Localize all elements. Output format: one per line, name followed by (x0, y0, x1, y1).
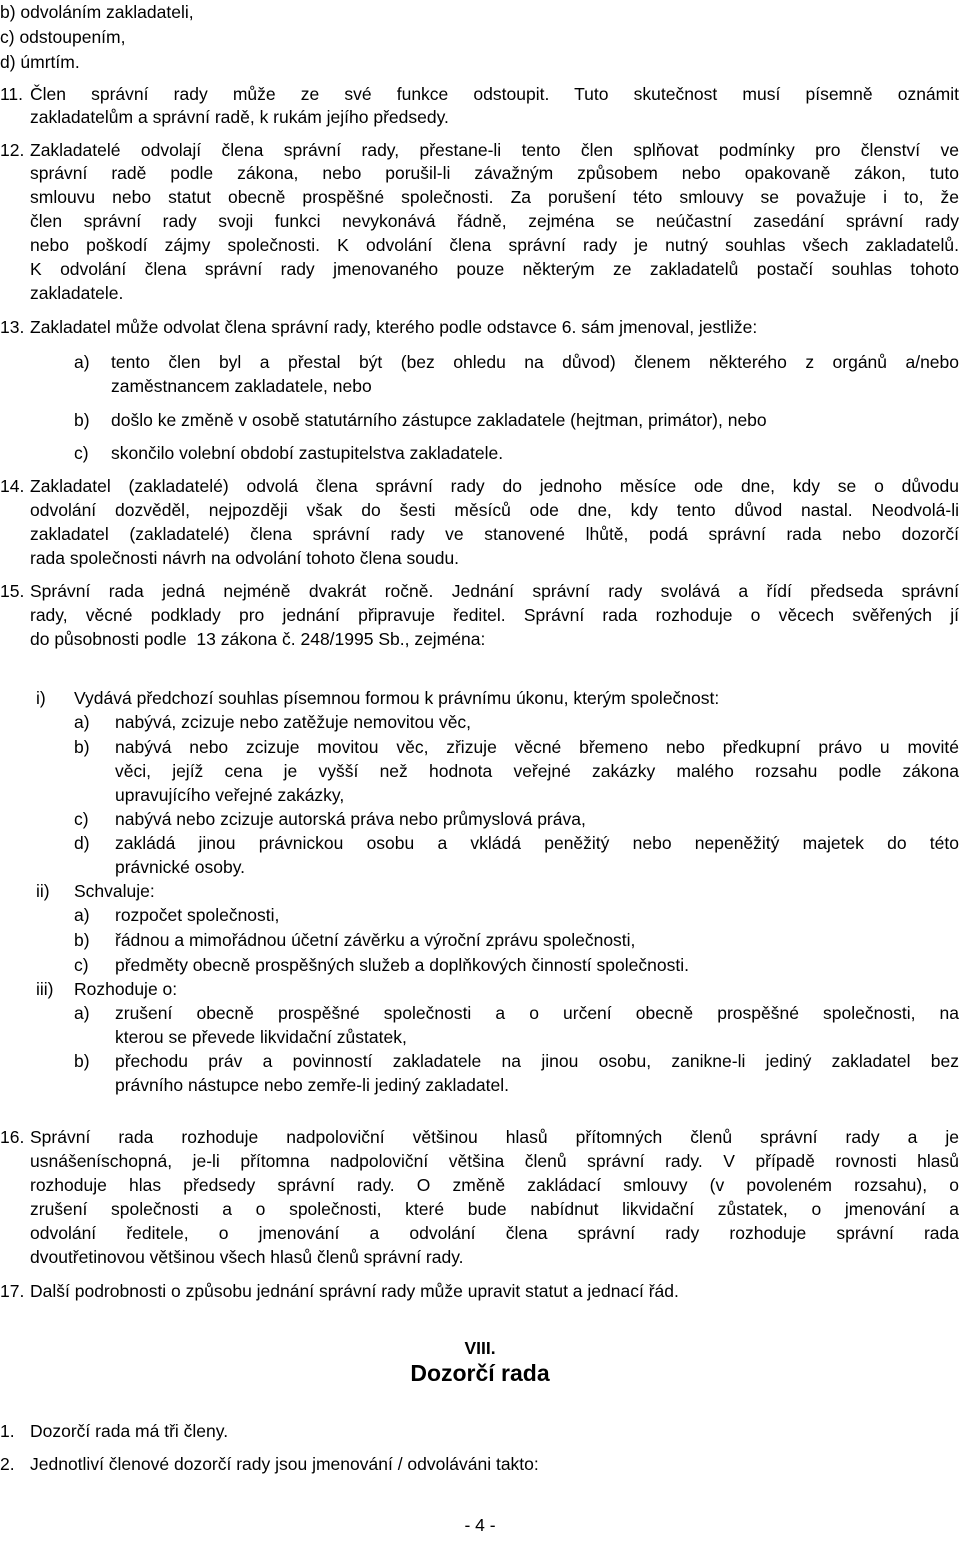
paragraph-line: Další podrobnosti o způsobu jednání správní rady může upravit statut a jednací řád. (30, 1281, 679, 1301)
list-item: b) odvoláním zakladateli, (0, 2, 194, 22)
paragraph-line: Správní rada rozhoduje nadpoloviční většinou hlasů přítomných členů správní rady a je (30, 1127, 959, 1147)
page-number: - 4 - (464, 1515, 496, 1535)
paragraph-line: Zakladatel (zakladatelé) odvolá člena správní rady do jednoho měsíce ode dne, kdy se o důvodu (30, 476, 959, 496)
list-item-line: předměty obecně prospěšných služeb a doplňkových činností společnosti. (115, 955, 689, 975)
paragraph-line: zakladatelům a správní radě, k rukám jejího předsedy. (30, 107, 449, 127)
paragraph-line: rada společnosti návrh na odvolání tohoto člena soudu. (30, 548, 460, 568)
list-item-line: došlo ke změně v osobě statutárního zástupce zakladatele (hejtman, primátor), nebo (111, 410, 767, 430)
list-label: c) (74, 955, 89, 975)
list-item-line: věci, jejíž cena je vyšší než hodnota veřejné zakázky malého rozsahu podle zákona (115, 761, 959, 781)
list-label: c) (74, 809, 89, 829)
list-label: d) (74, 833, 90, 853)
roman-label: iii) (36, 979, 54, 999)
paragraph-number: 12. (0, 140, 25, 160)
paragraph-line: Jednotliví členové dozorčí rady jsou jmenování / odvoláváni takto: (30, 1454, 539, 1474)
section-title: Dozorčí rada (410, 1360, 550, 1386)
paragraph-line: do působnosti podle 13 zákona č. 248/1995 Sb., zejména: (30, 629, 486, 649)
paragraph-line: správní radě podle zákona, nebo porušil-li závažným způsobem nebo opakovaně zákon, tuto (30, 163, 959, 183)
paragraph-line: Dozorčí rada má tři členy. (30, 1421, 229, 1441)
paragraph-line: zakladatel (zakladatelé) člena správní rady ve stanovené lhůtě, podá správní rada nebo dozorčí (30, 524, 959, 544)
paragraph-line: Člen správní rady může ze své funkce odstoupit. Tuto skutečnost musí písemně oznámit (30, 84, 959, 104)
roman-label: i) (36, 688, 46, 708)
paragraph-number: 1. (0, 1421, 15, 1441)
list-item-line: skončilo volební období zastupitelstva zakladatele. (111, 443, 504, 463)
list-item-line: nabývá nebo zcizuje autorská práva nebo průmyslová práva, (115, 809, 586, 829)
list-label: a) (74, 712, 90, 732)
paragraph-line: člen správní rady svoji funkci nevykonává řádně, zejména se neúčastní zasedání správní rady (30, 211, 959, 231)
paragraph-line: zakladatele. (30, 283, 124, 303)
list-item-line: kterou se převede likvidační zůstatek, (115, 1027, 407, 1047)
paragraph-number: 14. (0, 476, 25, 496)
paragraph-line: zrušení společnosti a o společnosti, které bude nabídnut likvidační zůstatek, o jmenování a (30, 1199, 959, 1219)
list-item-line: přechodu práv a povinností zakladatele na jinou osobu, zanikne-li jediný zakladatel bez (115, 1051, 959, 1071)
list-label: b) (74, 410, 90, 430)
list-item-line: nabývá, zcizuje nebo zatěžuje nemovitou věc, (115, 712, 472, 732)
roman-item-text: Rozhoduje o: (74, 979, 178, 999)
list-item-line: zrušení obecně prospěšné společnosti a o určení obecně prospěšné společnosti, na (115, 1003, 959, 1023)
list-label: a) (74, 1003, 90, 1023)
list-item-line: zaměstnancem zakladatele, nebo (111, 376, 372, 396)
roman-item-text: Vydává předchozí souhlas písemnou formou k právnímu úkonu, kterým společnost: (74, 688, 720, 708)
roman-item-text: Schvaluje: (74, 881, 155, 901)
paragraph-line: Zakladatelé odvolají člena správní rady, přestane-li tento člen splňovat podmínky pro členství ve (30, 140, 959, 160)
list-item-line: právnické osoby. (115, 857, 246, 877)
paragraph-line: rady, věcné podklady pro jednání připravuje ředitel. Správní rada rozhoduje o věcech svěřených jí (30, 605, 959, 625)
paragraph-line: K odvolání člena správní rady jmenovaného pouze některým ze zakladatelů postačí souhlas tohoto (30, 259, 959, 279)
list-item-line: řádnou a mimořádnou účetní závěrku a výroční zprávu společnosti, (115, 930, 636, 950)
paragraph-number: 16. (0, 1127, 25, 1147)
paragraph-number: 17. (0, 1281, 25, 1301)
paragraph-number: 2. (0, 1454, 15, 1474)
paragraph-line: rozhoduje hlas předsedy správní rady. O změně zakládací smlouvy (v povoleném rozsahu), o (30, 1175, 959, 1195)
section-number: VIII. (464, 1338, 496, 1358)
paragraph-line: Správní rada jedná nejméně dvakrát ročně. Jednání správní rady svolává a řídí předseda správní (30, 581, 959, 601)
paragraph-number: 15. (0, 581, 25, 601)
paragraph-line: dvoutřetinovou většinou všech hlasů členů správní rady. (30, 1247, 464, 1267)
roman-label: ii) (36, 881, 50, 901)
paragraph-line: nebo poškodí zájmy společnosti. K odvolání člena správní rady je nutný souhlas všech zakladatelů. (30, 235, 959, 255)
list-item-line: tento člen byl a přestal být (bez ohledu na důvod) členem některého z orgánů a/nebo (111, 352, 959, 372)
list-item-line: upravujícího veřejné zakázky, (115, 785, 345, 805)
paragraph-number: 11. (0, 84, 24, 104)
list-item-line: rozpočet společnosti, (115, 905, 280, 925)
list-item-line: zakládá jinou právnickou osobu a vkládá peněžitý nebo nepeněžitý majetek do této (115, 833, 959, 853)
list-label: b) (74, 737, 90, 757)
list-label: b) (74, 1051, 90, 1071)
paragraph-line: odvolání dozvěděl, nejpozději však do šesti měsíců ode dne, kdy tento důvod nastal. Neodvolá-li (30, 500, 959, 520)
paragraph-number: 13. (0, 317, 25, 337)
paragraph-line: Zakladatel může odvolat člena správní rady, kterého podle odstavce 6. sám jmenoval, jestliže: (30, 317, 758, 337)
list-label: a) (74, 905, 90, 925)
list-item: c) odstoupením, (0, 27, 126, 47)
paragraph-line: odvolání ředitele, o jmenování a odvolání člena správní rady rozhoduje správní rada (30, 1223, 959, 1243)
list-item: d) úmrtím. (0, 52, 80, 72)
list-label: b) (74, 930, 90, 950)
list-item-line: nabývá nebo zcizuje movitou věc, zřizuje věcné břemeno nebo předkupní právo u movité (115, 737, 959, 757)
paragraph-line: smlouvu nebo statut obecně prospěšné společnosti. Za porušení této smlouvy se považuje i to, že (30, 187, 959, 207)
paragraph-line: usnášeníschopná, je-li přítomna nadpoloviční většina členů správní rady. V případě rovnosti hlasů (30, 1151, 959, 1171)
list-item-line: právního nástupce nebo zemře-li jediný zakladatel. (115, 1075, 509, 1095)
list-label: c) (74, 443, 89, 463)
list-label: a) (74, 352, 90, 372)
